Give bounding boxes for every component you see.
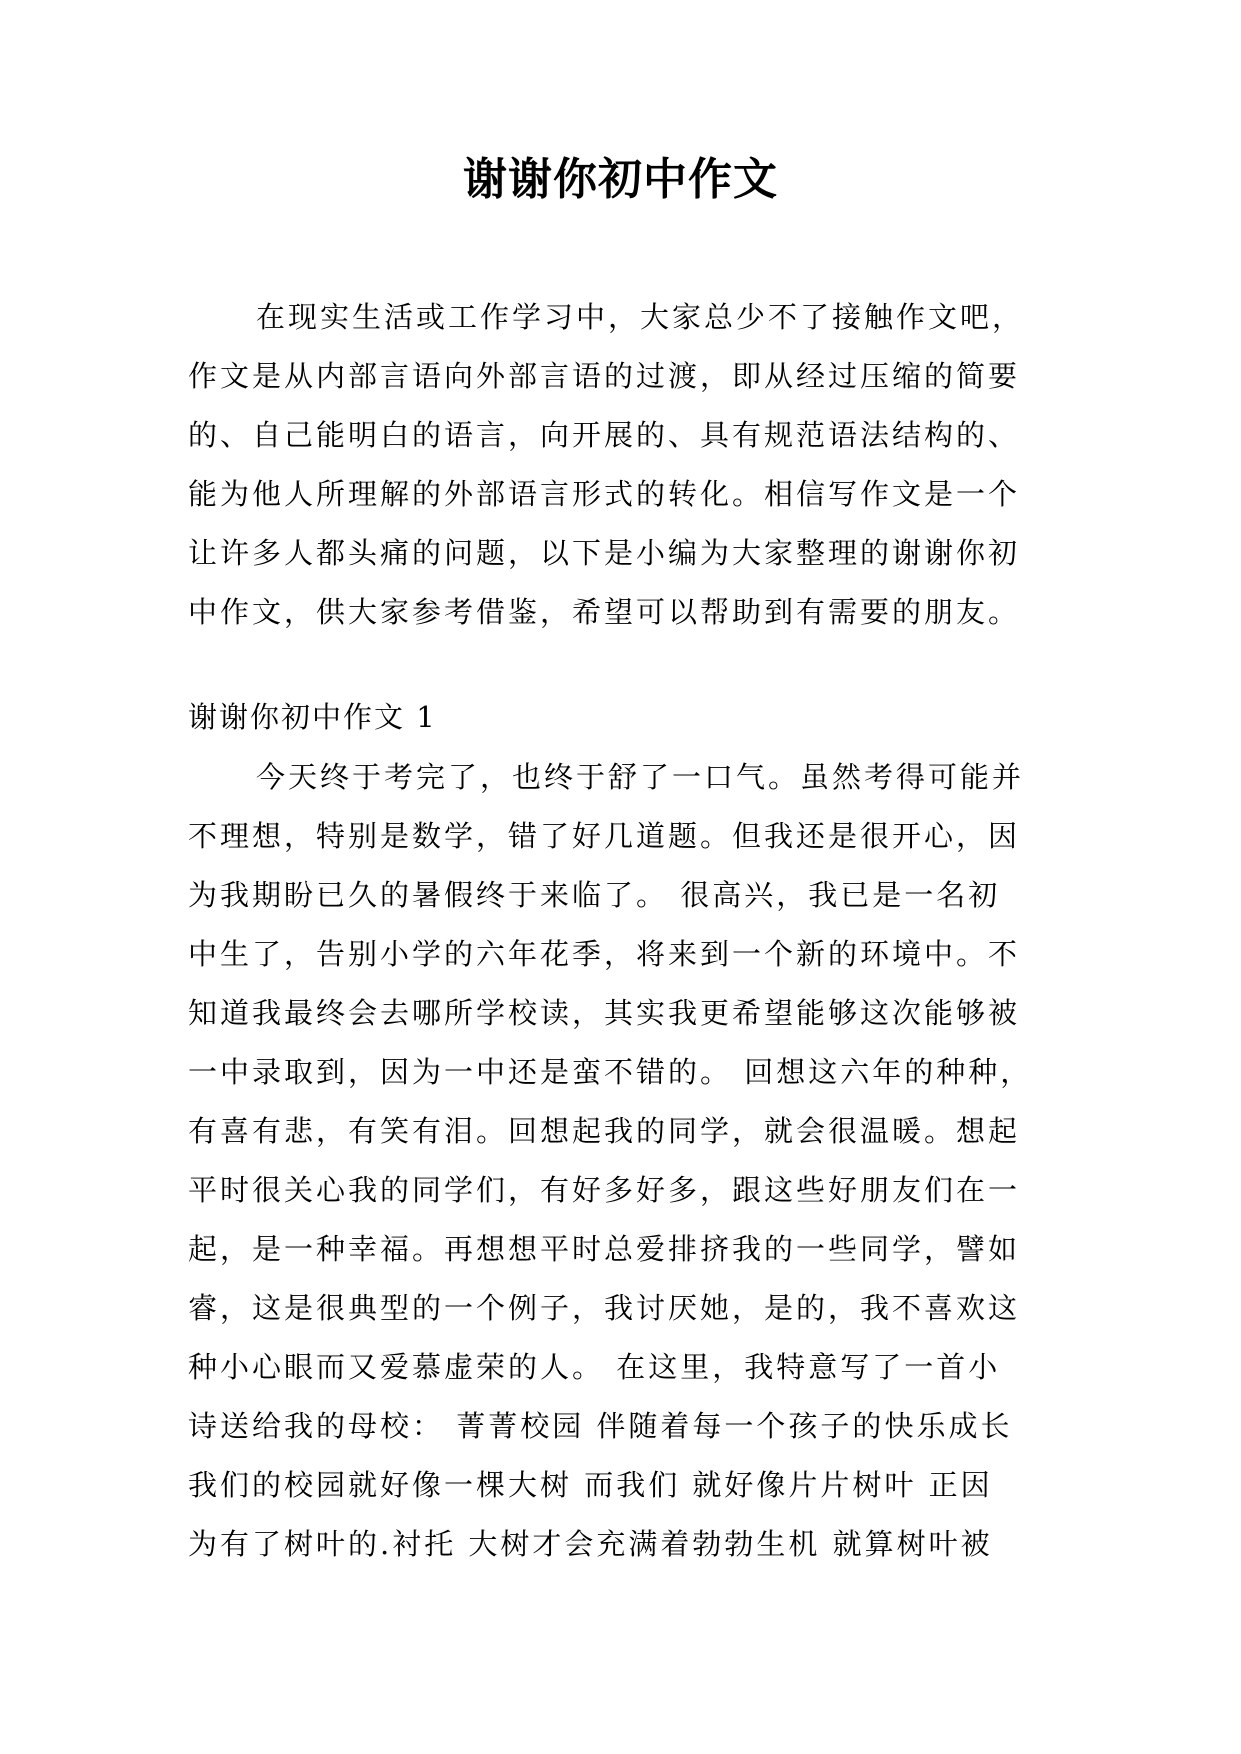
- paragraph-line: 中作文，供大家参考借鉴，希望可以帮助到有需要的朋友。: [188, 595, 1021, 629]
- paragraph-line: 平时很关心我的同学们，有好多好多，跟这些好朋友们在一: [188, 1173, 1021, 1207]
- intro-paragraph: [188, 288, 1068, 642]
- paragraph-line: 睿，这是很典型的一个例子，我讨厌她，是的，我不喜欢这: [188, 1291, 1021, 1325]
- paragraph-line: 能为他人所理解的外部语言形式的转化。相信写作文是一个: [188, 477, 1021, 511]
- paragraph-line: 让许多人都头痛的问题，以下是小编为大家整理的谢谢你初: [188, 536, 1021, 570]
- paragraph-line: 种小心眼而又爱慕虚荣的人。 在这里，我特意写了一首小: [188, 1350, 1001, 1384]
- paragraph-line: 中生了，告别小学的六年花季，将来到一个新的环境中。不: [188, 937, 1021, 971]
- paragraph-line: 不理想，特别是数学，错了好几道题。但我还是很开心，因: [188, 819, 1021, 853]
- section-heading: 谢谢你初中作文 1: [188, 700, 437, 734]
- paragraph-line: 起，是一种幸福。再想想平时总爱排挤我的一些同学，譬如: [188, 1232, 1021, 1266]
- paragraph-line: 有喜有悲，有笑有泪。回想起我的同学，就会很温暖。想起: [188, 1114, 1021, 1148]
- document-title: 谢谢你初中作文: [463, 154, 778, 205]
- paragraph-line: 作文是从内部言语向外部言语的过渡，即从经过压缩的简要: [188, 359, 1021, 393]
- paragraph-line: 今天终于考完了，也终于舒了一口气。虽然考得可能并: [256, 760, 1025, 794]
- paragraph-line: 为我期盼已久的暑假终于来临了。 很高兴，我已是一名初: [188, 878, 1001, 912]
- essay-paragraph: [188, 748, 1068, 1574]
- paragraph-line: 在现实生活或工作学习中，大家总少不了接触作文吧，: [256, 300, 1025, 334]
- paragraph-line: 的、自己能明白的语言，向开展的、具有规范语法结构的、: [188, 418, 1021, 452]
- paragraph-line: 为有了树叶的.衬托 大树才会充满着勃勃生机 就算树叶被: [188, 1527, 993, 1561]
- paragraph-line: 一中录取到，因为一中还是蛮不错的。 回想这六年的种种，: [188, 1055, 1033, 1089]
- paragraph-line: 我们的校园就好像一棵大树 而我们 就好像片片树叶 正因: [188, 1468, 993, 1502]
- paragraph-line: 诗送给我的母校： 菁菁校园 伴随着每一个孩子的快乐成长: [188, 1409, 1013, 1443]
- paragraph-line: 知道我最终会去哪所学校读，其实我更希望能够这次能够被: [188, 996, 1021, 1030]
